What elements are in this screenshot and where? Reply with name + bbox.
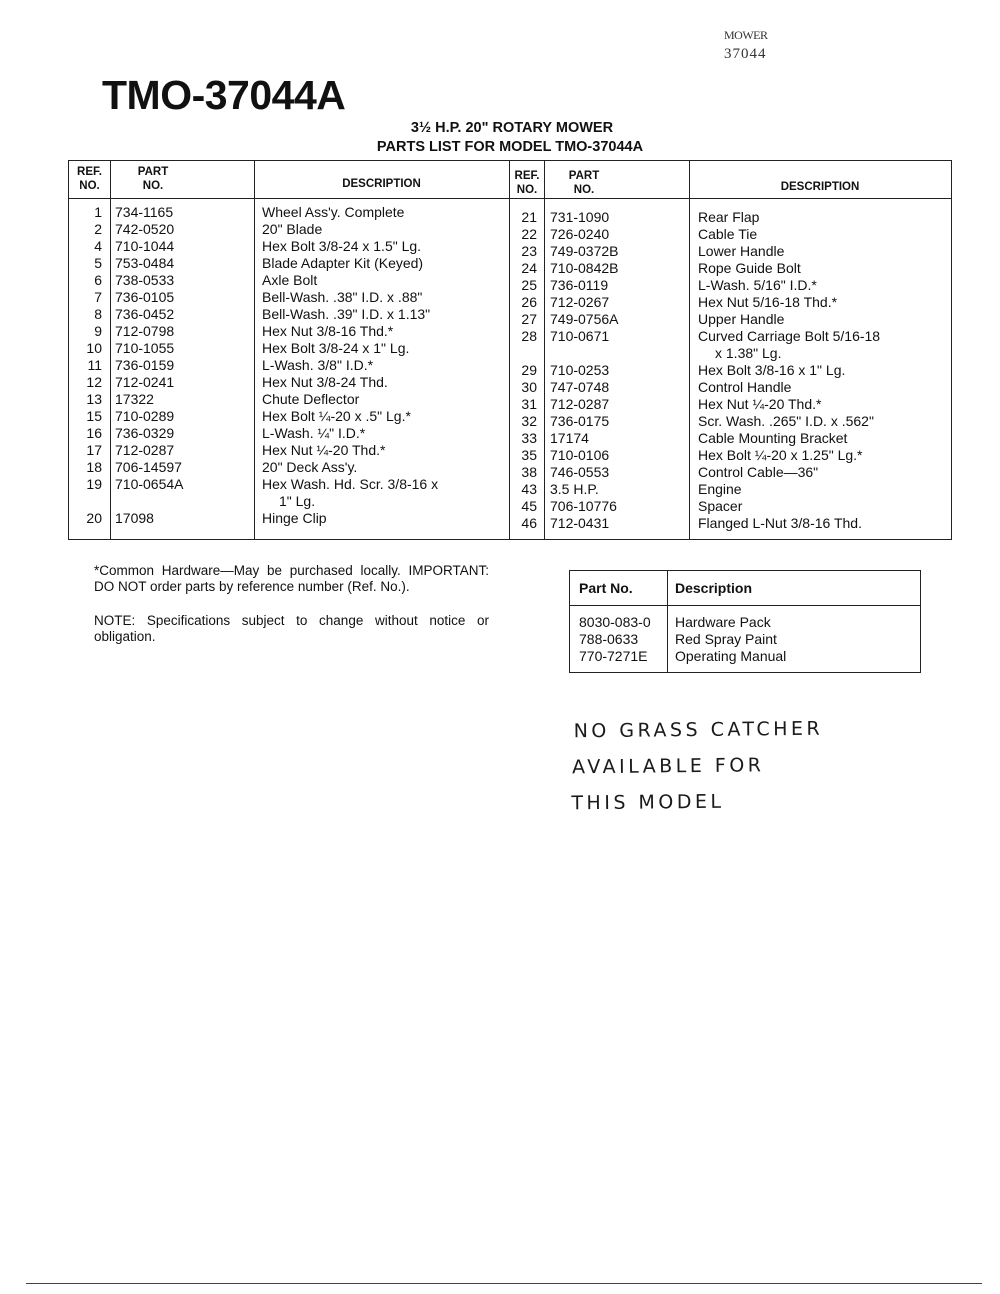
right-row-ref: 26 xyxy=(521,294,537,310)
left-row-part: 17098 xyxy=(115,510,154,526)
right-row-part: 731-1090 xyxy=(550,209,610,225)
right-row-ref: 46 xyxy=(521,515,537,531)
header-ref-left: REF. NO. xyxy=(77,166,102,192)
right-row-part: 726-0240 xyxy=(550,226,610,242)
left-row-part: 736-0452 xyxy=(115,306,175,322)
left-row-ref: 4 xyxy=(94,238,102,254)
right-row-desc: Control Cable—36" xyxy=(698,464,819,480)
left-row-desc: Axle Bolt xyxy=(262,272,318,288)
header-desc-right: DESCRIPTION xyxy=(780,181,860,193)
left-row-part: 710-1044 xyxy=(115,238,175,254)
right-row-part: 710-0253 xyxy=(550,362,610,378)
hardware-table xyxy=(569,570,921,673)
right-row-desc: Hex Bolt 3/8-16 x 1" Lg. xyxy=(698,362,846,378)
bottom-rule xyxy=(26,1283,982,1284)
left-row-part: 736-0105 xyxy=(115,289,175,305)
left-row-part: 17322 xyxy=(115,391,154,407)
right-row-desc: Spacer xyxy=(698,498,743,514)
right-row-part: 712-0287 xyxy=(550,396,610,412)
left-row-part: 710-0289 xyxy=(115,408,175,424)
right-row-ref: 27 xyxy=(521,311,537,327)
right-row-desc: Hex Bolt ¼-20 x 1.25" Lg.* xyxy=(698,447,863,463)
right-row-ref: 28 xyxy=(521,328,537,344)
right-row-desc: Upper Handle xyxy=(698,311,785,327)
right-row-ref: 30 xyxy=(521,379,537,395)
left-row-part: 710-0654A xyxy=(115,476,184,492)
left-row-ref: 13 xyxy=(86,391,102,407)
header-ref-right: REF. NO. xyxy=(514,170,540,196)
left-row-part: 706-14597 xyxy=(115,459,182,475)
left-row-part: 712-0241 xyxy=(115,374,175,390)
hardware-header-part: Part No. xyxy=(579,580,633,596)
left-row-desc: Hex Nut 3/8-16 Thd.* xyxy=(262,323,394,339)
left-row-ref: 15 xyxy=(86,408,102,424)
right-row-part: 749-0756A xyxy=(550,311,619,327)
right-row-desc: Scr. Wash. .265" I.D. x .562" xyxy=(698,413,874,429)
hardware-row-desc: Hardware Pack xyxy=(675,614,771,630)
left-row-ref: 12 xyxy=(86,374,102,390)
header-part-right: PART NO. xyxy=(568,170,600,196)
right-row-part: 747-0748 xyxy=(550,379,610,395)
left-row-ref: 8 xyxy=(94,306,102,322)
page-title: TMO-37044A xyxy=(102,72,346,118)
left-row-desc: Hex Wash. Hd. Scr. 3/8-16 x xyxy=(262,476,439,492)
right-row-desc: Rear Flap xyxy=(698,209,760,225)
left-row-part: 753-0484 xyxy=(115,255,175,271)
left-row-desc: 20" Deck Ass'y. xyxy=(262,459,358,475)
left-row-ref: 18 xyxy=(86,459,102,475)
right-row-ref: 29 xyxy=(521,362,537,378)
right-row-ref: 38 xyxy=(521,464,537,480)
subtitle-parts-list: PARTS LIST FOR MODEL TMO-37044A xyxy=(376,139,644,155)
right-row-desc: Engine xyxy=(698,481,742,497)
corner-line-1: MOWER xyxy=(724,28,768,42)
left-row-desc: Hex Bolt ¼-20 x .5" Lg.* xyxy=(262,408,411,424)
right-row-ref: 33 xyxy=(521,430,537,446)
left-row-desc: Chute Deflector xyxy=(262,391,360,407)
right-row-part: 712-0431 xyxy=(550,515,610,531)
left-row-part: 736-0329 xyxy=(115,425,175,441)
right-row-desc: Cable Mounting Bracket xyxy=(698,430,848,446)
right-row-desc: Flanged L-Nut 3/8-16 Thd. xyxy=(698,515,862,531)
hardware-row-desc: Red Spray Paint xyxy=(675,631,777,647)
right-row-desc: Hex Nut 5/16-18 Thd.* xyxy=(698,294,838,310)
right-row-ref: 21 xyxy=(521,209,537,225)
header-part-left: PART NO. xyxy=(137,166,169,192)
left-row-ref: 2 xyxy=(94,221,102,237)
left-row-desc-cont: 1" Lg. xyxy=(279,493,316,509)
left-row-ref: 9 xyxy=(94,323,102,339)
subtitle-product: 3½ H.P. 20" ROTARY MOWER xyxy=(410,120,614,136)
left-row-desc: Bell-Wash. .38" I.D. x .88" xyxy=(262,289,423,305)
left-row-ref: 10 xyxy=(86,340,102,356)
right-row-part: 746-0553 xyxy=(550,464,610,480)
left-row-part: 734-1165 xyxy=(115,204,174,220)
right-row-ref: 31 xyxy=(521,396,537,412)
left-row-desc: Hinge Clip xyxy=(262,510,327,526)
parts-table xyxy=(68,160,952,540)
right-row-desc: Rope Guide Bolt xyxy=(698,260,801,276)
left-row-desc: 20" Blade xyxy=(262,221,323,237)
left-row-desc: Blade Adapter Kit (Keyed) xyxy=(262,255,424,271)
left-row-ref: 6 xyxy=(94,272,102,288)
left-row-ref: 19 xyxy=(86,476,102,492)
right-row-part: 3.5 H.P. xyxy=(550,481,599,497)
hardware-row-part: 8030-083-0 xyxy=(579,614,651,630)
header-desc-left: DESCRIPTION xyxy=(342,178,421,190)
left-row-desc: L-Wash. ¼" I.D.* xyxy=(262,425,366,441)
right-row-desc: Hex Nut ¼-20 Thd.* xyxy=(698,396,822,412)
right-row-ref: 22 xyxy=(521,226,537,242)
hardware-row-part: 788-0633 xyxy=(579,631,639,647)
left-row-part: 712-0287 xyxy=(115,442,175,458)
left-row-desc: Hex Bolt 3/8-24 x 1" Lg. xyxy=(262,340,410,356)
left-row-part: 712-0798 xyxy=(115,323,175,339)
right-row-ref: 43 xyxy=(521,481,537,497)
left-row-part: 736-0159 xyxy=(115,357,175,373)
hardware-row-part: 770-7271E xyxy=(579,648,648,664)
right-row-ref: 23 xyxy=(521,243,537,259)
right-row-desc: Control Handle xyxy=(698,379,792,395)
hardware-row-desc: Operating Manual xyxy=(675,648,787,664)
handwritten-note xyxy=(573,711,824,822)
left-row-ref: 17 xyxy=(86,442,102,458)
common-hardware-note: *Common Hardware—May be purchased locally. IMPORTANT: DO NOT order parts by reference number (Ref. No.). xyxy=(94,563,489,594)
left-row-ref: 20 xyxy=(86,510,102,526)
specifications-note: NOTE: Specifications subject to change without notice or obligation. xyxy=(94,613,489,644)
left-row-part: 742-0520 xyxy=(115,221,175,237)
right-row-part: 712-0267 xyxy=(550,294,610,310)
handwritten-line-2: AVAILABLE FOR xyxy=(571,754,765,779)
right-row-part: 736-0119 xyxy=(550,277,609,293)
right-row-ref: 35 xyxy=(521,447,537,463)
right-row-ref: 32 xyxy=(521,413,537,429)
right-row-part: 710-0671 xyxy=(550,328,610,344)
right-row-desc: Curved Carriage Bolt 5/16-18 xyxy=(698,328,881,344)
right-row-part: 710-0842B xyxy=(550,260,619,276)
left-row-ref: 7 xyxy=(94,289,102,305)
left-row-ref: 5 xyxy=(94,255,102,271)
left-row-part: 710-1055 xyxy=(115,340,175,356)
right-row-part: 706-10776 xyxy=(550,498,617,514)
corner-label xyxy=(724,26,768,64)
hardware-header-desc: Description xyxy=(675,580,753,596)
right-row-part: 749-0372B xyxy=(550,243,619,259)
left-row-ref: 1 xyxy=(94,204,102,220)
right-row-ref: 24 xyxy=(521,260,537,276)
left-row-desc: Hex Nut 3/8-24 Thd. xyxy=(262,374,388,390)
right-row-desc-cont: x 1.38" Lg. xyxy=(715,345,782,361)
right-row-ref: 45 xyxy=(521,498,537,514)
right-row-desc: Cable Tie xyxy=(698,226,758,242)
right-row-desc: L-Wash. 5/16" I.D.* xyxy=(698,277,817,293)
handwritten-line-1: NO GRASS CATCHER xyxy=(573,717,824,743)
left-row-part: 738-0533 xyxy=(115,272,175,288)
notes xyxy=(94,563,489,663)
left-row-desc: Hex Bolt 3/8-24 x 1.5" Lg. xyxy=(262,238,422,254)
left-row-desc: Wheel Ass'y. Complete xyxy=(262,204,405,220)
right-row-ref: 25 xyxy=(521,277,537,293)
left-row-desc: Hex Nut ¼-20 Thd.* xyxy=(262,442,386,458)
handwritten-line-3: THIS MODEL xyxy=(571,790,725,815)
right-row-part: 17174 xyxy=(550,430,589,446)
right-row-desc: Lower Handle xyxy=(698,243,785,259)
right-row-part: 736-0175 xyxy=(550,413,610,429)
left-row-ref: 16 xyxy=(86,425,102,441)
left-row-desc: Bell-Wash. .39" I.D. x 1.13" xyxy=(262,306,431,322)
right-row-part: 710-0106 xyxy=(550,447,610,463)
left-row-desc: L-Wash. 3/8" I.D.* xyxy=(262,357,374,373)
left-row-ref: 11 xyxy=(87,357,102,373)
corner-line-2: 37044 xyxy=(724,46,767,62)
